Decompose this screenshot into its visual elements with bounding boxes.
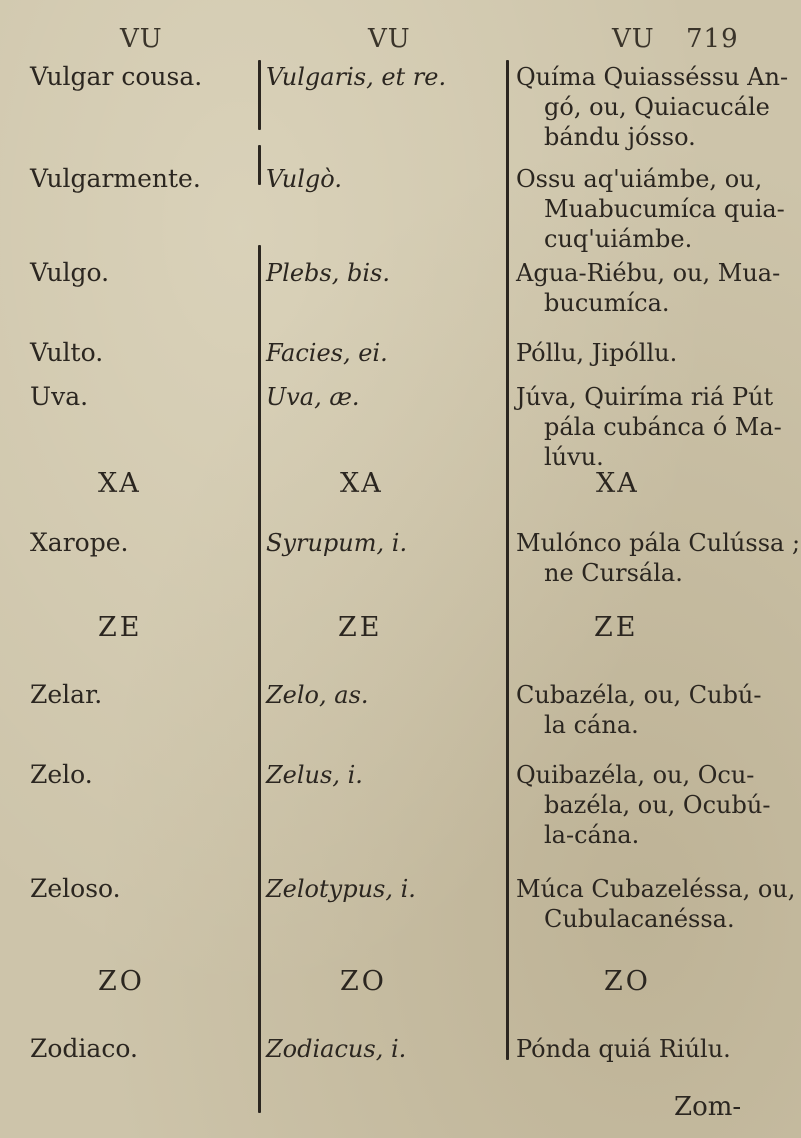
portuguese-entry: Zelar. xyxy=(30,680,103,709)
tupi-line: la cána. xyxy=(544,711,639,739)
tupi-line: Pónda quiá Riúlu. xyxy=(516,1035,731,1063)
tupi-line: Póllu, Jipóllu. xyxy=(516,339,678,367)
tupi-entry xyxy=(516,164,785,254)
tupi-line: gó, ou, Quiacucále xyxy=(544,93,770,121)
tupi-entry xyxy=(516,1034,731,1064)
tupi-entry xyxy=(516,258,780,318)
section-heading-xa: XA xyxy=(98,468,142,499)
tupi-line: Ossu aq'uiámbe, ou, xyxy=(516,165,763,193)
tupi-line: ne Cursála. xyxy=(544,559,683,587)
tupi-line: Cubulacanéssa. xyxy=(544,905,735,933)
page-number: 719 xyxy=(686,24,739,54)
tupi-entry xyxy=(516,528,800,588)
latin-entry: Syrupum, i. xyxy=(266,529,408,557)
latin-entry: Vulgò. xyxy=(266,165,342,193)
header-col1: VU xyxy=(120,24,163,54)
portuguese-entry: Vulto. xyxy=(30,338,104,367)
tupi-entry xyxy=(516,382,782,472)
tupi-line: bándu jósso. xyxy=(544,123,696,151)
tupi-line: bazéla, ou, Ocubú- xyxy=(544,791,771,819)
header-col3: VU xyxy=(612,24,655,54)
tupi-entry xyxy=(516,680,762,740)
column-rule xyxy=(258,60,261,130)
tupi-line: Mulónco pála Culússa ; xyxy=(516,529,801,557)
section-heading-ze: ZE xyxy=(98,612,143,643)
section-heading-ze: ZE xyxy=(338,612,383,643)
tupi-line: Muabucumíca quia- xyxy=(544,195,785,223)
tupi-line: cuq'uiámbe. xyxy=(544,225,693,253)
section-heading-xa: XA xyxy=(340,468,384,499)
tupi-line: bucumíca. xyxy=(544,289,670,317)
latin-entry: Zelus, i. xyxy=(266,761,363,789)
portuguese-entry: Xarope. xyxy=(30,528,129,557)
portuguese-entry: Zodiaco. xyxy=(30,1034,138,1063)
tupi-line: Cubazéla, ou, Cubú- xyxy=(516,681,762,709)
tupi-line: pála cubánca ó Ma- xyxy=(544,413,782,441)
tupi-entry xyxy=(516,760,770,850)
latin-entry: Vulgaris, et re. xyxy=(266,63,447,91)
portuguese-entry: Zeloso. xyxy=(30,874,121,903)
tupi-line: Quibazéla, ou, Ocu- xyxy=(516,761,755,789)
portuguese-entry: Vulgo. xyxy=(30,258,110,287)
catchword: Zom- xyxy=(674,1092,742,1122)
column-rule xyxy=(258,245,261,1113)
column-rule xyxy=(506,60,509,1060)
tupi-line: Múca Cubazeléssa, ou, xyxy=(516,875,796,903)
section-heading-zo: ZO xyxy=(604,966,651,997)
portuguese-entry: Uva. xyxy=(30,382,89,411)
portuguese-entry: Zelo. xyxy=(30,760,93,789)
section-heading-xa: XA xyxy=(596,468,640,499)
latin-entry: Zelotypus, i. xyxy=(266,875,416,903)
header-col2: VU xyxy=(368,24,411,54)
latin-entry: Zodiacus, i. xyxy=(266,1035,407,1063)
section-heading-zo: ZO xyxy=(98,966,145,997)
latin-entry: Plebs, bis. xyxy=(266,259,390,287)
portuguese-entry: Vulgarmente. xyxy=(30,164,201,193)
section-heading-ze: ZE xyxy=(594,612,639,643)
latin-entry: Facies, ei. xyxy=(266,339,388,367)
latin-entry: Zelo, as. xyxy=(266,681,369,709)
tupi-line: lúvu. xyxy=(544,443,604,471)
column-rule xyxy=(258,145,261,185)
tupi-line: la-cána. xyxy=(544,821,640,849)
portuguese-entry: Vulgar cousa. xyxy=(30,62,203,91)
latin-entry: Uva, æ. xyxy=(266,383,360,411)
tupi-line: Químa Quiasséssu An- xyxy=(516,63,789,91)
tupi-entry xyxy=(516,62,788,152)
tupi-entry xyxy=(516,338,677,368)
section-heading-zo: ZO xyxy=(340,966,387,997)
tupi-line: Agua-Riébu, ou, Mua- xyxy=(516,259,781,287)
tupi-entry xyxy=(516,874,795,934)
tupi-line: Júva, Quiríma riá Pút xyxy=(516,383,774,411)
